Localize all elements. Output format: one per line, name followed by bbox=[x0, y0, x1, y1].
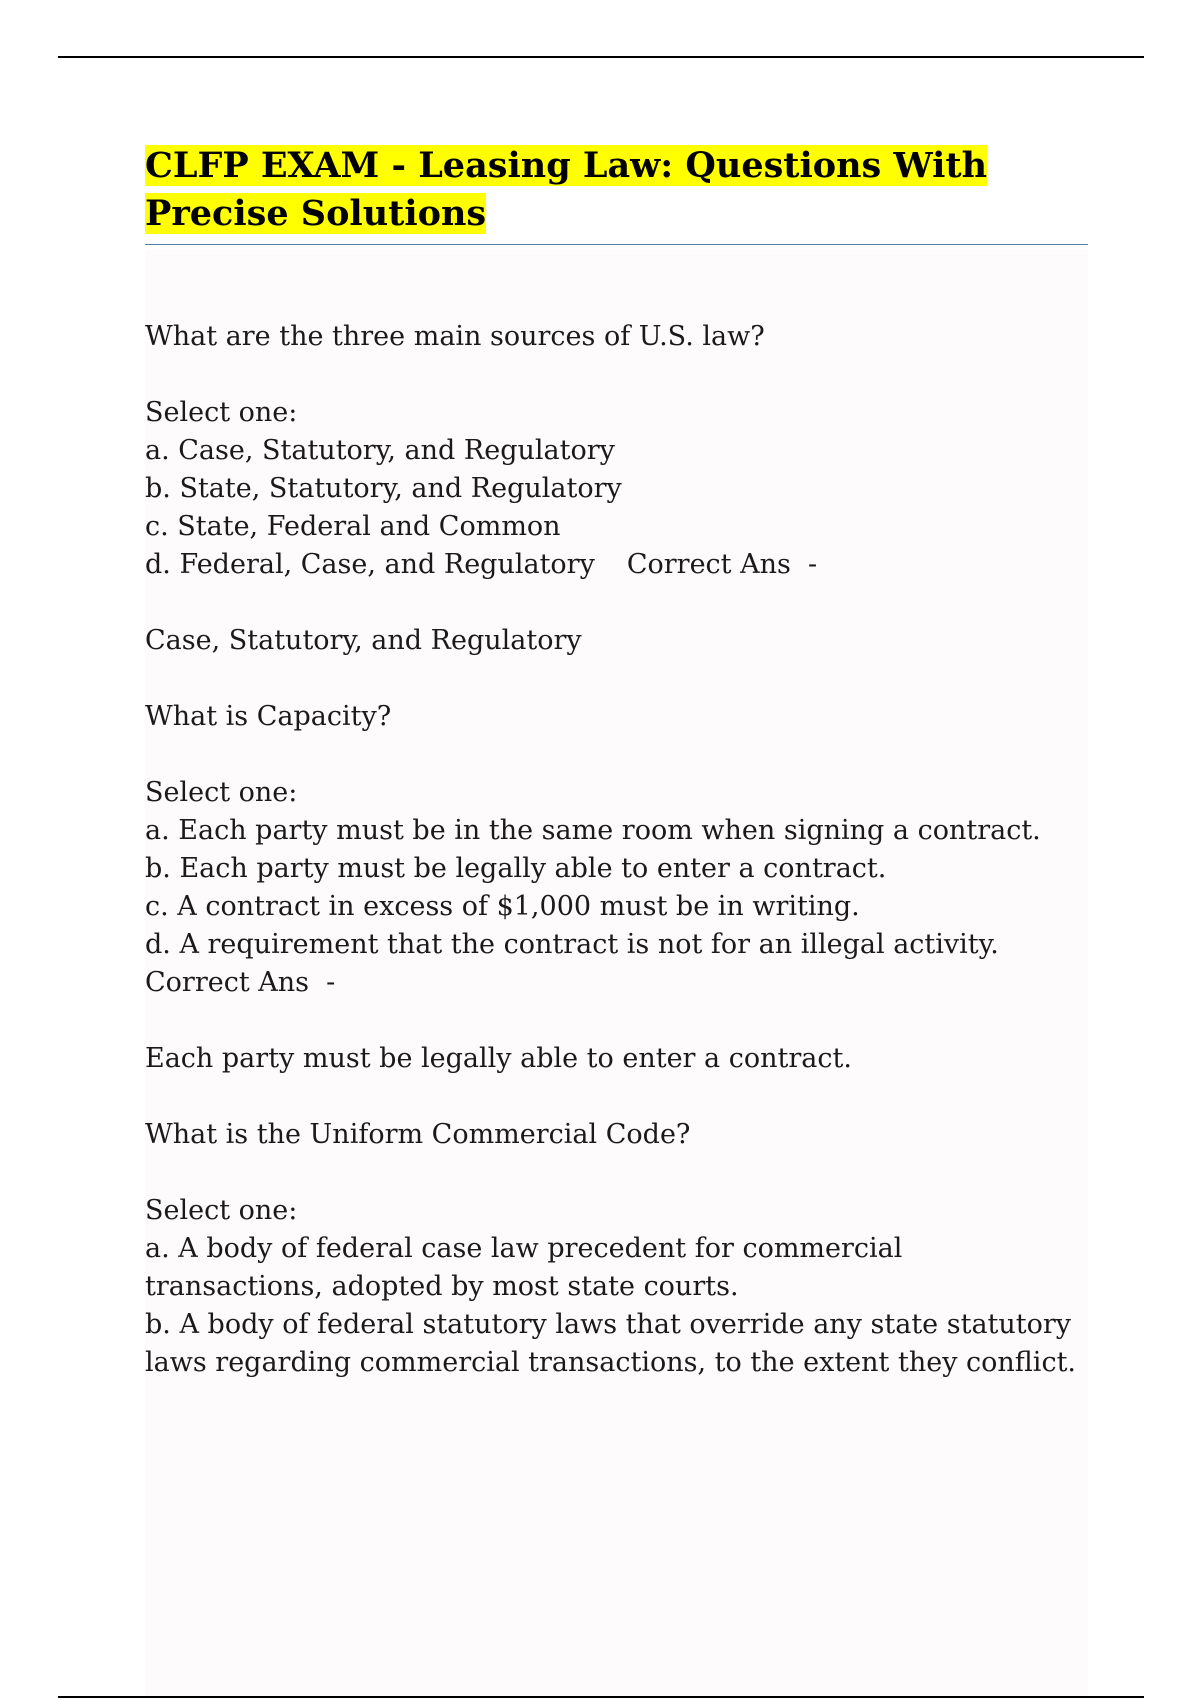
question-block bbox=[145, 1116, 1088, 1382]
option-a: a. Each party must be in the same room when signing a contract. bbox=[145, 815, 1041, 846]
question-text: What is Capacity? bbox=[145, 701, 392, 732]
correct-answer-label: Correct Ans - bbox=[626, 549, 818, 580]
spacer bbox=[145, 660, 1088, 698]
option-a: a. Case, Statutory, and Regulatory bbox=[145, 435, 615, 466]
option-d: d. Federal, Case, and Regulatory bbox=[145, 549, 595, 580]
document-title bbox=[145, 142, 1088, 238]
select-prompt: Select one: bbox=[145, 777, 298, 808]
spacer bbox=[145, 1002, 1088, 1040]
title-highlight: CLFP EXAM - Leasing Law: Questions With Precise Solutions bbox=[145, 145, 988, 234]
option-d-row bbox=[145, 546, 1088, 584]
option-b: b. State, Statutory, and Regulatory bbox=[145, 473, 622, 504]
question-block bbox=[145, 318, 1088, 698]
option-c: c. State, Federal and Common bbox=[145, 511, 561, 542]
spacer bbox=[145, 736, 1088, 774]
answer-text: Case, Statutory, and Regulatory bbox=[145, 625, 582, 656]
answer-text: Each party must be legally able to enter a contract. bbox=[145, 1043, 852, 1074]
spacer bbox=[145, 1078, 1088, 1116]
bottom-rule bbox=[58, 1696, 1144, 1698]
question-text: What is the Uniform Commercial Code? bbox=[145, 1119, 691, 1150]
option-d: d. A requirement that the contract is not for an illegal activity. bbox=[145, 929, 999, 960]
document-body bbox=[145, 318, 1088, 1382]
title-block bbox=[145, 142, 1088, 245]
top-rule bbox=[58, 56, 1144, 58]
question-text: What are the three main sources of U.S. law? bbox=[145, 321, 765, 352]
option-a: a. A body of federal case law precedent for commercial transactions, adopted by most state courts. bbox=[145, 1233, 911, 1302]
option-b: b. A body of federal statutory laws that override any state statutory laws regarding commercial transactions, to the extent they conflict. bbox=[145, 1309, 1080, 1378]
select-prompt: Select one: bbox=[145, 1195, 298, 1226]
option-c: c. A contract in excess of $1,000 must be in writing. bbox=[145, 891, 860, 922]
spacer bbox=[145, 1154, 1088, 1192]
spacer bbox=[145, 584, 1088, 622]
select-prompt: Select one: bbox=[145, 397, 298, 428]
option-b: b. Each party must be legally able to enter a contract. bbox=[145, 853, 887, 884]
spacer bbox=[145, 356, 1088, 394]
title-underline bbox=[145, 244, 1088, 245]
correct-answer-label: Correct Ans - bbox=[145, 967, 336, 998]
question-block bbox=[145, 698, 1088, 1116]
